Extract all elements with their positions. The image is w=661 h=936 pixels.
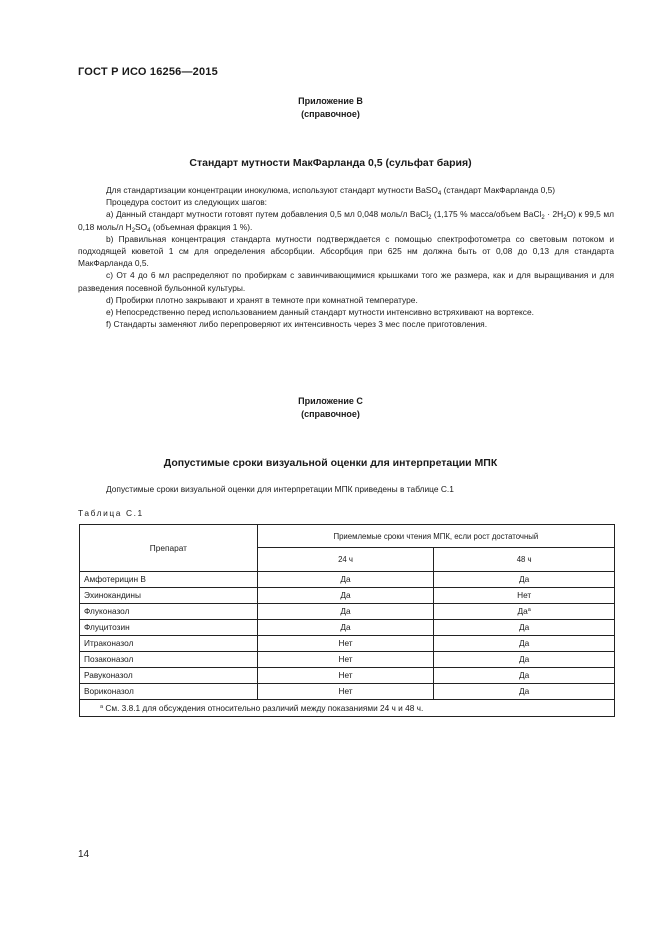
table-row: [80, 668, 615, 684]
col-header-24h: 24 ч: [257, 548, 434, 572]
mic-reading-table: [79, 524, 615, 717]
col-header-48h: 48 ч: [434, 548, 615, 572]
cell-drug: Флуконазол: [80, 604, 258, 620]
cell-24h: Нет: [257, 652, 434, 668]
appendix-c-title: Приложение С: [298, 396, 363, 406]
step-c: c) От 4 до 6 мл распределяют по пробиркам с завинчивающимися крышками того же размера, как и для выращивания и для разведения посевной бульонной культуры.: [78, 270, 614, 293]
cell-24h: Нет: [257, 684, 434, 700]
cell-24h: Да: [257, 604, 434, 620]
cell-drug: Позаконазол: [80, 652, 258, 668]
cell-24h: Нет: [257, 636, 434, 652]
cell-drug: Флуцитозин: [80, 620, 258, 636]
cell-drug: Эхинокандины: [80, 588, 258, 604]
cell-24h: Нет: [257, 668, 434, 684]
footnote-marker: a: [100, 703, 104, 710]
cell-48h: Да: [434, 620, 615, 636]
cell-24h: Да: [257, 588, 434, 604]
table-row: [80, 620, 615, 636]
cell-24h: Да: [257, 620, 434, 636]
cell-drug: Равуконазол: [80, 668, 258, 684]
step-b: b) Правильная концентрация стандарта мутности подтверждается с помощью спектрофотометра со световым потоком и подходящей кюветой 1 см для определения абсорбции. Абсорбция при 625 нм должна быть от 0,08 до 0,13 для стандарта МакФарланда 0,5.: [78, 233, 614, 269]
cell-48h: Да: [434, 652, 615, 668]
page-number: 14: [78, 849, 90, 860]
cell-48h: Нет: [434, 588, 615, 604]
cell-24h: Да: [257, 572, 434, 588]
table-row: [80, 588, 615, 604]
step-e: e) Непосредственно перед использованием данный стандарт мутности интенсивно встряхивают на вортексе.: [106, 307, 534, 318]
cell-drug: Амфотерицин В: [80, 572, 258, 588]
appendix-c-heading: Допустимые сроки визуальной оценки для интерпретации МПК: [163, 457, 498, 469]
cell-48h: Да: [434, 668, 615, 684]
table-row: [80, 684, 615, 700]
step-f: f) Стандарты заменяют либо перепроверяют их интенсивность через 3 мес после приготовления.: [106, 319, 488, 330]
appendix-b-heading: Стандарт мутности МакФарланда 0,5 (сульфат бария): [189, 157, 472, 169]
cell-48h: Да: [434, 572, 615, 588]
cell-48h: $Да^a$: [434, 604, 615, 620]
table-row: [80, 636, 615, 652]
intro-paragraph: Для стандартизации концентрации инокулюма, используют стандарт мутности BaSO$_4$ (стандарт МакФарланда 0,5): [106, 185, 556, 197]
col-header-drug: Препарат: [80, 525, 258, 572]
step-a: a) Данный стандарт мутности готовят путем добавления 0,5 мл 0,048 моль/л BaCl$_2$ (1,175 % масса/объем BaCl$_2$ · $2H_2O$) к 99,5 мл 0,18 моль/л $H_2SO_4$ (объемная фракция 1 %).: [78, 209, 614, 234]
cell-drug: Итраконазол: [80, 636, 258, 652]
procedure-intro: Процедура состоит из следующих шагов:: [106, 197, 268, 208]
table-caption: Таблица С.1: [78, 508, 144, 518]
appendix-b-subtitle: (справочное): [301, 109, 360, 119]
document-header: ГОСТ Р ИСО 16256—2015: [78, 66, 218, 78]
cell-48h: Да: [434, 636, 615, 652]
step-d: d) Пробирки плотно закрывают и хранят в темноте при комнатной температуре.: [106, 294, 418, 305]
cell-drug: Вориконазол: [80, 684, 258, 700]
table-row: [80, 652, 615, 668]
footnote-marker: a: [527, 607, 531, 613]
cell-48h: Да: [434, 684, 615, 700]
table-row: [80, 604, 615, 620]
appendix-b-title: Приложение В: [298, 96, 363, 106]
table-row: [80, 572, 615, 588]
col-header-group: Приемлемые сроки чтения МПК, если рост достаточный: [257, 525, 614, 548]
appendix-b-body: [78, 184, 614, 330]
appendix-c-intro: Допустимые сроки визуальной оценки для интерпретации МПК приведены в таблице С.1: [106, 484, 454, 494]
appendix-c-subtitle: (справочное): [301, 409, 360, 419]
table-footnote: $^a$ См. 3.8.1 для обсуждения относительно различий между показаниями 24 ч и 48 ч.: [80, 700, 615, 717]
